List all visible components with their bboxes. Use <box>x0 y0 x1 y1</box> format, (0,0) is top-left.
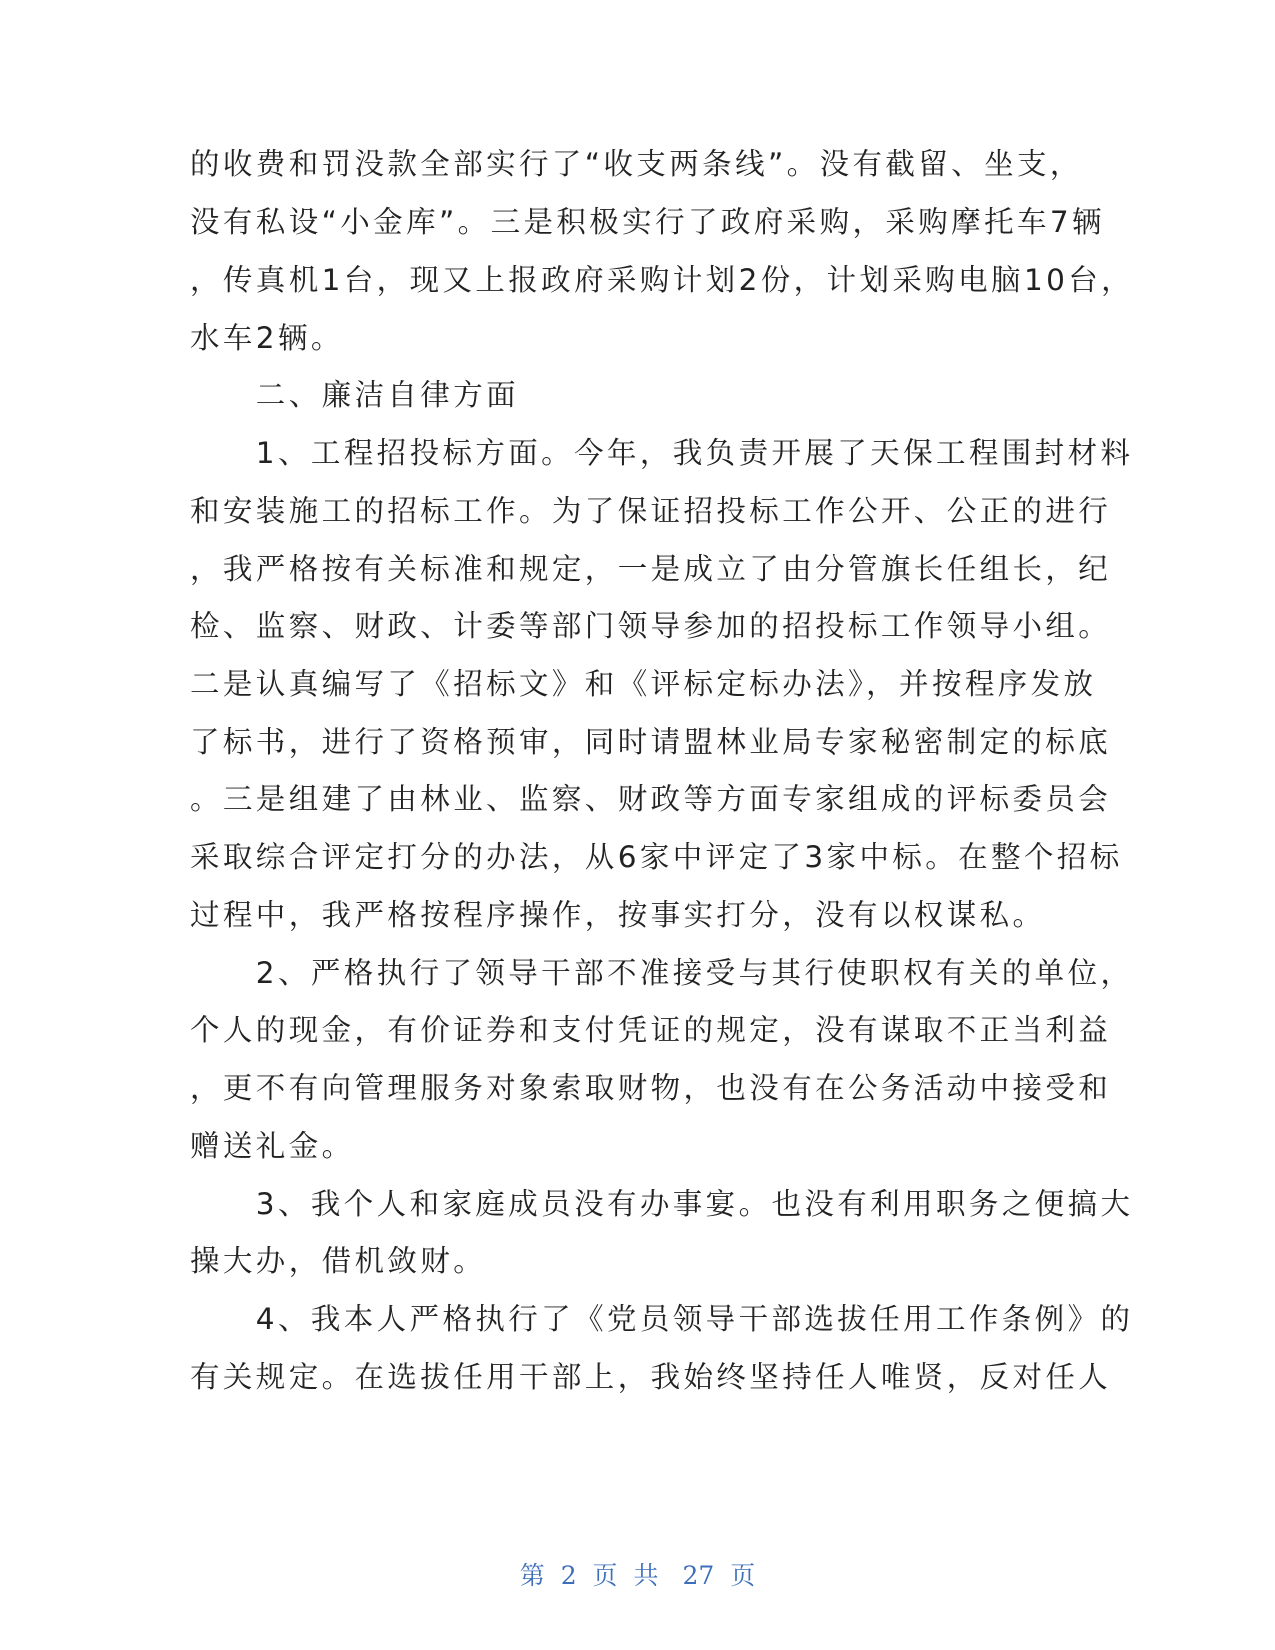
body-text-line: 3、我个人和家庭成员没有办事宴。也没有利用职务之便搞大 <box>190 1187 1134 1221</box>
total-label: 共 <box>633 1561 659 1590</box>
body-text-line: 。三是组建了由林业、监察、财政等方面专家组成的评标委员会 <box>190 782 1112 816</box>
body-text-line: 二是认真编写了《招标文》和《评标定标办法》，并按程序发放 <box>190 667 1097 701</box>
body-text-line: 4、我本人严格执行了《党员领导干部选拔任用工作条例》的 <box>190 1302 1134 1336</box>
body-text-line: 个人的现金，有价证券和支付凭证的规定，没有谋取不正当利益 <box>190 1013 1112 1047</box>
current-page-number: 2 <box>560 1561 577 1590</box>
page-label-prefix: 第 <box>519 1561 545 1590</box>
body-text-line: 赠送礼金。 <box>190 1129 355 1163</box>
body-text-line: ，更不有向管理服务对象索取财物，也没有在公务活动中接受和 <box>190 1071 1112 1105</box>
body-text-line: 操大办，借机敛财。 <box>190 1244 487 1278</box>
section-heading: 二、廉洁自律方面 <box>190 378 520 412</box>
body-text-line: 了标书，进行了资格预审，同时请盟林业局专家秘密制定的标底 <box>190 725 1112 759</box>
body-text-line: 没有私设“小金库”。三是积极实行了政府采购，采购摩托车7辆 <box>190 205 1105 239</box>
body-text-line: 采取综合评定打分的办法，从6家中评定了3家中标。在整个招标 <box>190 840 1123 874</box>
page-footer <box>0 1556 1275 1592</box>
body-text-line: ，传真机1台，现又上报政府采购计划2份，计划采购电脑10台， <box>190 263 1135 297</box>
body-text-line: 有关规定。在选拔任用干部上，我始终坚持任人唯贤，反对任人 <box>190 1360 1112 1394</box>
body-text-line: 2、严格执行了领导干部不准接受与其行使职权有关的单位， <box>190 956 1134 990</box>
body-text-line: 水车2辆。 <box>190 321 344 355</box>
body-text-line: ，我严格按有关标准和规定，一是成立了由分管旗长任组长，纪 <box>190 552 1112 586</box>
page-label-suffix: 页 <box>730 1561 756 1590</box>
body-text-line: 1、工程招投标方面。今年，我负责开展了天保工程围封材料 <box>190 436 1134 470</box>
page-label-mid: 页 <box>592 1561 618 1590</box>
body-text-line: 和安装施工的招标工作。为了保证招投标工作公开、公正的进行 <box>190 494 1112 528</box>
total-pages-number: 27 <box>682 1561 715 1590</box>
body-text-line: 的收费和罚没款全部实行了“收支两条线”。没有截留、坐支， <box>190 147 1083 181</box>
body-text-line: 过程中，我严格按程序操作，按事实打分，没有以权谋私。 <box>190 898 1046 932</box>
body-text-line: 检、监察、财政、计委等部门领导参加的招投标工作领导小组。 <box>190 609 1112 643</box>
